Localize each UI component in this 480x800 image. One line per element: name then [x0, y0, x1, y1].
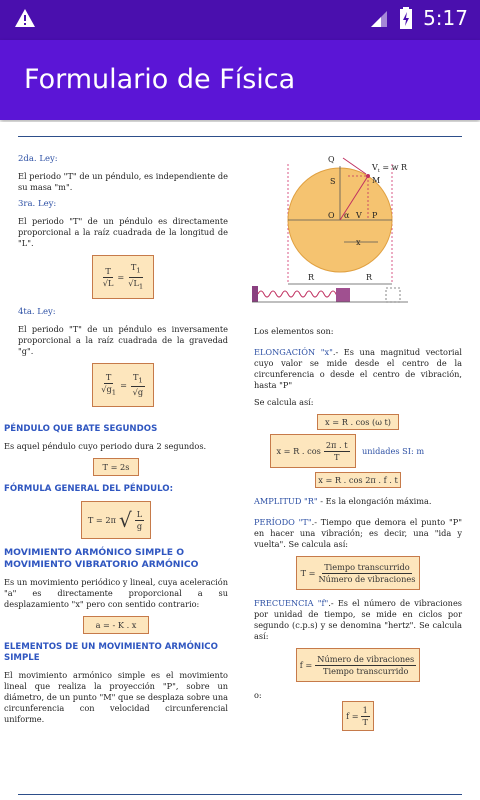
mas-diagram: [248, 152, 478, 327]
ley3-formula: $\frac{T}{√L}$ = $\frac{T_1}{√L_1}$: [92, 255, 154, 299]
ley4-formula: $\frac{T}{√g_1}$ = $\frac{T_1}{√g}$: [92, 363, 154, 407]
general-formula: T = 2π √ $\frac{L}{g}$: [81, 501, 151, 539]
elong-formula-2: x = R . cos $\frac{2\pi . t}{T}$: [270, 434, 356, 468]
svg-text:Vt = w R: $V_t = w$ R: [372, 163, 407, 174]
freq-formula: f = $\frac{\text{Número de vibraciones}}{\text{Tiempo transcurrido}}$: [296, 648, 420, 682]
ley4-text: El periodo "T" de un péndulo es inversamente proporcional a la raíz cuadrada de la gravedad "g".: [18, 324, 228, 356]
per-formula: T = $\frac{\text{Tiempo transcurrido}}{\text{Número de vibraciones}}$: [296, 556, 420, 590]
elem-title: ELEMENTOS DE UN MOVIMIENTO ARMÓNICO SIMPLE: [4, 642, 218, 663]
svg-text:R: R: [366, 273, 373, 282]
left-column: [18, 154, 228, 415]
elong-se-calcula: Se calcula así:: [254, 397, 314, 407]
svg-text:R: R: [308, 273, 315, 282]
clock: 5:17: [423, 6, 468, 30]
left-column-lower: [4, 424, 228, 731]
bate-title: PÉNDULO QUE BATE SEGUNDOS: [4, 424, 158, 434]
signal-icon: [369, 8, 389, 28]
freq-paragraph: FRECUENCIA "f".- Es el número de vibraciones por unidad de tiempo, se mide en ciclos por segundo (c.p.s) y se denomina "hertz". Se calcula así:: [254, 598, 462, 641]
ley3-title: 3ra. Ley:: [18, 199, 57, 209]
svg-text:V: V: [356, 211, 362, 220]
per-paragraph: PERÍODO "T".- Tiempo que demora el punto "P" en hacer una vibración; es decir, una "ida y vuelta". Se calcula así:: [254, 517, 462, 549]
right-column: [254, 326, 462, 739]
battery-icon: [399, 7, 413, 29]
f-formula: f = $\frac{1}{T}$: [342, 701, 374, 731]
elementos-label: Los elementos son:: [254, 326, 334, 336]
warning-icon: [14, 8, 36, 28]
status-bar: [0, 0, 480, 40]
svg-text:Q: Q: [328, 155, 335, 164]
bate-text: Es aquel péndulo cuyo periodo dura 2 segundos.: [4, 441, 207, 451]
ley2-title: 2da. Ley:: [18, 154, 58, 164]
o-label: o:: [254, 690, 262, 700]
bate-formula: T = 2s: [93, 458, 139, 476]
svg-text:α: α: [344, 211, 350, 220]
top-rule: [18, 136, 462, 137]
app-title: Formulario de Física: [24, 64, 296, 95]
bottom-rule: [18, 794, 462, 795]
elong-formula-3: x = R . cos 2π . f . t: [315, 472, 401, 488]
units-label: unidades SI: m: [362, 445, 425, 456]
amp-paragraph: AMPLITUD "R" - Es la elongación máxima.: [254, 496, 432, 506]
app-bar: [0, 40, 480, 120]
elong-paragraph: ELONGACIÓN "x".- Es una magnitud vectorial cuyo valor se mide desde el centro de la circunferencia o desde el centro de vibración, hasta "P": [254, 347, 462, 390]
ley2-text: El periodo "T" de un péndulo, es independiente de su masa "m".: [18, 171, 228, 192]
svg-text:x: x: [356, 238, 361, 247]
ley4-title: 4ta. Ley:: [18, 307, 56, 317]
svg-text:P: P: [372, 211, 378, 220]
ley3-text: El periodo "T" de un péndulo es directamente proporcional a la raíz cuadrada de la longitud de "L".: [18, 216, 228, 248]
elem-text: El movimiento armónico simple es el movimiento lineal que realiza la proyección "P", sobre un diámetro, de un punto "M" que se desplaza sobre una circunferencia con velocidad circunferencial uniforme.: [4, 670, 228, 724]
mas-formula: a = - K . x: [83, 616, 149, 634]
formula-page[interactable]: [0, 122, 480, 800]
general-title: FÓRMULA GENERAL DEL PÉNDULO:: [4, 484, 174, 494]
mas-text: Es un movimiento periódico y lineal, cuya aceleración "a" es directamente proporcional a su desplazamiento "x" pero con sentido contrario:: [4, 577, 228, 609]
mas-title: MOVIMIENTO ARMÓNICO SIMPLE O MOVIMIENTO VIBRATORIO ARMÓNICO: [4, 547, 199, 570]
svg-text:S: S: [330, 177, 336, 186]
elong-formula-1: x = R . cos (ω t): [317, 414, 399, 430]
svg-text:O: O: [328, 211, 335, 220]
svg-text:M: M: [372, 176, 381, 185]
